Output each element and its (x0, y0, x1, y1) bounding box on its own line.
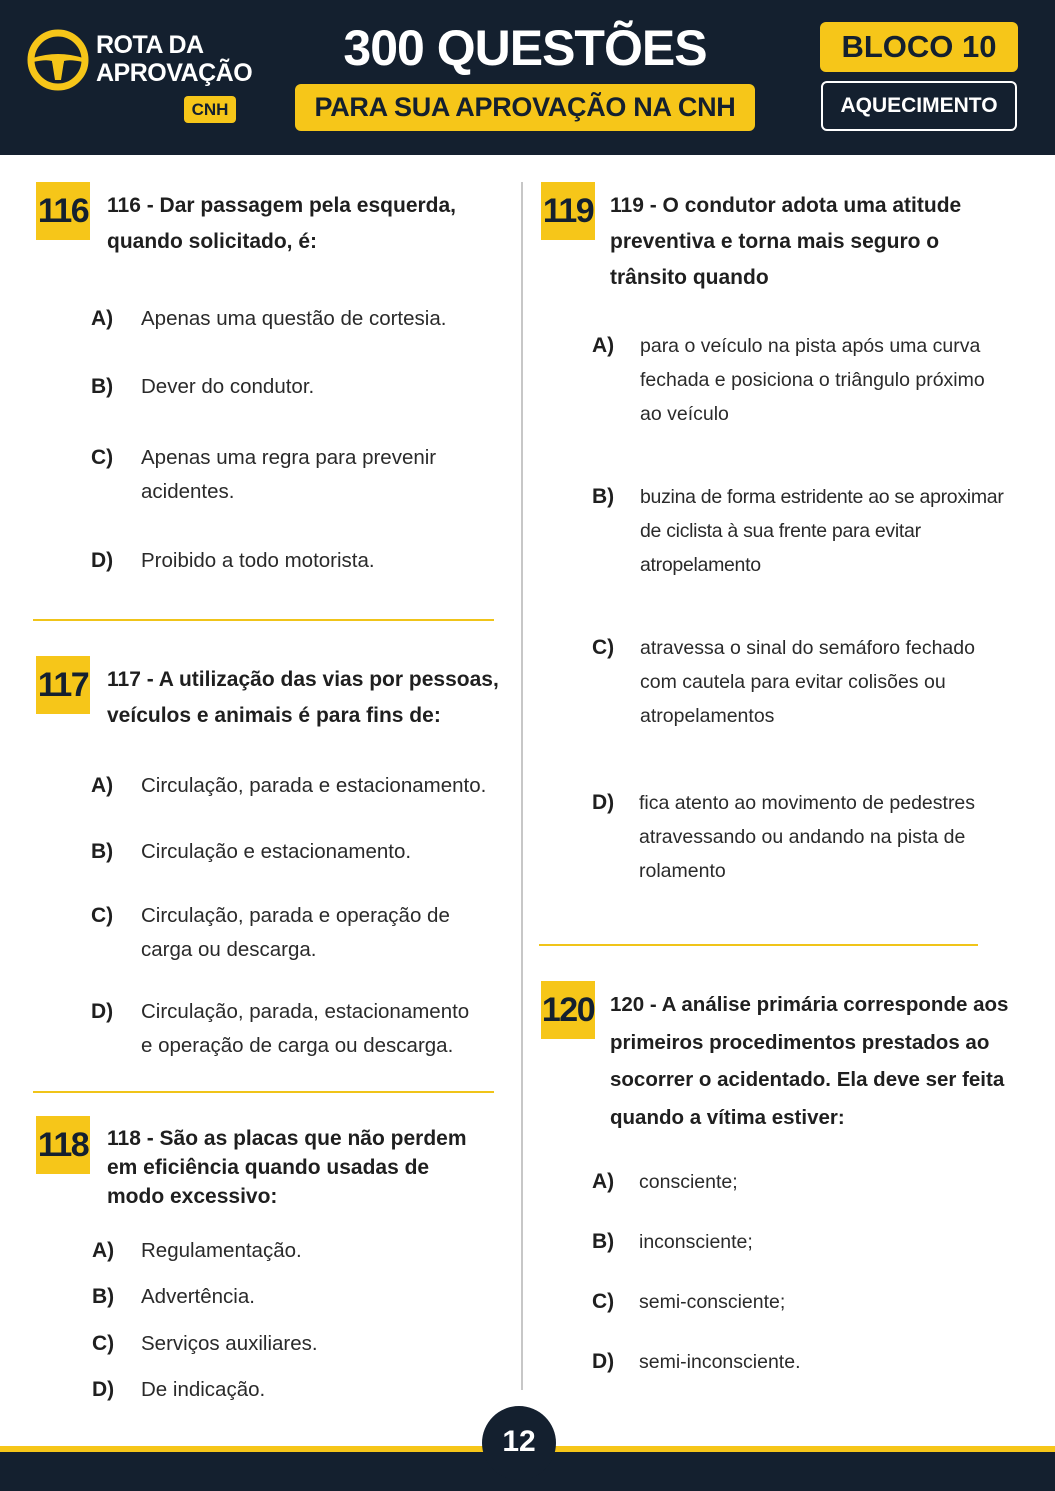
option-text-line: semi-consciente; (639, 1291, 786, 1313)
question-text (107, 188, 456, 260)
page-subtitle: PARA SUA APROVAÇÃO NA CNH (295, 84, 755, 131)
option-text-line: fica atento ao movimento de pedestres (639, 792, 976, 814)
question-text-line: 116 - Dar passagem pela esquerda, (107, 194, 457, 217)
question-separator (539, 944, 978, 946)
question-text-line: socorrer o acidentado. Ela deve ser feita (610, 1068, 1005, 1091)
option-letter: A) (91, 774, 114, 797)
option-letter: C) (592, 636, 615, 659)
option-text[interactable] (639, 1225, 753, 1259)
option-text-line: e operação de carga ou descarga. (141, 1034, 454, 1057)
column-divider (521, 182, 523, 1390)
question-number-badge: 120 (541, 981, 595, 1039)
option-text-line: atravessando ou andando na pista de (639, 826, 966, 848)
option-letter: C) (92, 1332, 115, 1355)
option-letter: B) (592, 485, 615, 508)
option-text[interactable] (141, 835, 411, 869)
question-text-line: modo excessivo: (107, 1185, 278, 1208)
option-letter: A) (592, 1170, 615, 1193)
option-text[interactable] (639, 1165, 738, 1199)
option-text[interactable] (639, 1285, 785, 1319)
option-text[interactable] (639, 786, 975, 888)
option-text-line: Dever do condutor. (141, 375, 315, 398)
question-text-line: 117 - A utilização das vias por pessoas, (107, 668, 499, 691)
option-text-line: Serviços auxiliares. (141, 1332, 318, 1355)
question-number-badge: 117 (36, 656, 90, 714)
option-text-line: Circulação e estacionamento. (141, 840, 412, 863)
question-text-line: quando a vítima estiver: (610, 1105, 845, 1129)
option-text-line: para o veículo na pista após uma curva (640, 335, 981, 357)
option-text-line: consciente; (639, 1171, 738, 1193)
question-text-line: 119 - O condutor adota uma atitude (610, 194, 962, 217)
question-text-line: primeiros procedimentos prestados ao (610, 1030, 990, 1054)
option-letter: C) (91, 904, 114, 927)
question-number-badge: 119 (541, 182, 595, 240)
question-text-line: 118 - São as placas que não perdem (107, 1127, 467, 1150)
option-text[interactable] (640, 480, 1004, 582)
option-text-line: ao veículo (640, 403, 729, 425)
brand-name-line1: ROTA DA (96, 31, 204, 59)
option-text-line: inconsciente; (639, 1231, 753, 1253)
option-text-line: atravessa o sinal do semáforo fechado (640, 637, 975, 659)
option-text[interactable] (141, 1373, 265, 1407)
option-text[interactable] (141, 370, 314, 404)
option-text[interactable] (141, 302, 446, 336)
option-text-line: Circulação, parada, estacionamento (141, 1000, 470, 1023)
option-text-line: Circulação, parada e operação de (141, 904, 450, 927)
option-text[interactable] (141, 769, 486, 803)
option-text-line: Regulamentação. (141, 1239, 302, 1262)
option-text-line: buzina de forma estridente ao se aproximar (640, 486, 1004, 508)
option-text[interactable] (141, 899, 450, 967)
block-badge: BLOCO 10 (820, 22, 1018, 72)
page-number: 12 (482, 1406, 556, 1480)
option-letter: D) (91, 1000, 114, 1023)
question-text-line: preventiva e torna mais seguro o (610, 230, 940, 253)
option-text-line: rolamento (639, 860, 726, 882)
brand-name-line2: APROVAÇÃO (96, 59, 253, 87)
option-letter: A) (92, 1239, 115, 1262)
option-text-line: De indicação. (141, 1378, 266, 1401)
option-text-line: Advertência. (141, 1285, 255, 1308)
option-text[interactable] (141, 441, 436, 509)
option-text[interactable] (141, 1327, 318, 1361)
option-text[interactable] (639, 1345, 800, 1379)
option-text[interactable] (141, 1280, 255, 1314)
option-letter: B) (592, 1230, 615, 1253)
option-letter: D) (92, 1378, 115, 1401)
option-letter: C) (592, 1290, 615, 1313)
option-text-line: Apenas uma questão de cortesia. (141, 307, 447, 330)
option-letter: D) (91, 549, 114, 572)
question-text (610, 986, 1008, 1136)
question-text (107, 1124, 467, 1211)
option-text-line: com cautela para evitar colisões ou (640, 671, 946, 693)
question-text-line: 120 - A análise primária corresponde aos (610, 993, 1009, 1016)
option-text-line: atropelamento (640, 554, 761, 576)
question-text (107, 662, 499, 734)
option-text-line: de ciclista à sua frente para evitar (640, 520, 921, 542)
option-letter: D) (592, 791, 615, 814)
option-text-line: atropelamentos (640, 705, 775, 727)
option-text[interactable] (141, 995, 469, 1063)
option-text[interactable] (141, 1234, 302, 1268)
option-letter: A) (592, 334, 615, 357)
option-text-line: Apenas uma regra para prevenir (141, 446, 437, 469)
option-text-line: acidentes. (141, 480, 235, 503)
option-text-line: Circulação, parada e estacionamento. (141, 774, 487, 797)
option-text-line: Proibido a todo motorista. (141, 549, 375, 572)
option-text-line: carga ou descarga. (141, 938, 317, 961)
brand-cnh-badge: CNH (184, 96, 236, 123)
option-letter: A) (91, 307, 114, 330)
option-text[interactable] (141, 544, 375, 578)
option-letter: C) (91, 446, 114, 469)
section-badge: AQUECIMENTO (821, 81, 1017, 131)
question-text-line: trânsito quando (610, 266, 769, 289)
question-number-badge: 116 (36, 182, 90, 240)
question-number-badge: 118 (36, 1116, 90, 1174)
question-text-line: quando solicitado, é: (107, 230, 318, 253)
option-letter: B) (91, 840, 114, 863)
page-header (0, 0, 1055, 155)
question-text-line: em eficiência quando usadas de (107, 1156, 430, 1179)
option-text[interactable] (640, 631, 975, 733)
option-letter: D) (592, 1350, 615, 1373)
steering-wheel-icon (26, 28, 90, 92)
option-letter: B) (92, 1285, 115, 1308)
question-separator (33, 1091, 494, 1093)
option-letter: B) (91, 375, 114, 398)
page-title: 300 QUESTÕES (343, 20, 707, 76)
option-text[interactable] (640, 329, 985, 431)
question-text-line: veículos e animais é para fins de: (107, 704, 441, 727)
question-separator (33, 619, 494, 621)
option-text-line: semi-inconsciente. (639, 1351, 801, 1373)
question-text (610, 188, 961, 296)
option-text-line: fechada e posiciona o triângulo próximo (640, 369, 985, 391)
